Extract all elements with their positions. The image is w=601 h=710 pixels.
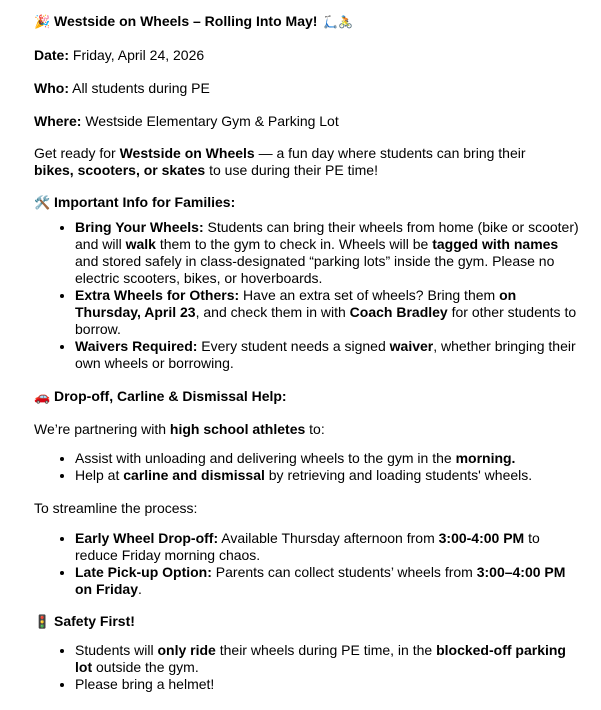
where-value: Westside Elementary Gym & Parking Lot	[81, 113, 339, 129]
date-value: Friday, April 24, 2026	[69, 47, 205, 63]
important-info-list	[52, 219, 585, 372]
party-popper-icon: 🎉	[34, 14, 51, 29]
item-bold: 3:00–4:00 PM on Friday	[75, 564, 566, 597]
item-text: for other students to borrow.	[75, 304, 577, 337]
intro-text: to use during their PE time!	[205, 162, 378, 178]
item-text: , and check them in with	[195, 304, 350, 320]
tools-icon: 🛠️	[34, 195, 51, 210]
item-bold: waiver	[389, 338, 434, 354]
item-text: Help at	[75, 467, 124, 483]
dropoff-help-list	[52, 450, 585, 484]
list-item	[75, 642, 585, 676]
who-label: Who:	[34, 80, 69, 96]
list-item	[75, 530, 585, 564]
list-item	[75, 676, 585, 693]
document-title	[34, 13, 564, 31]
scooter-bike-icon: 🛴🚴	[323, 15, 354, 29]
item-text: Parents can collect students’ wheels from	[211, 564, 477, 580]
item-bold: blocked-off parking lot	[75, 642, 566, 675]
item-text: Students can bring their wheels from home (bike or scooter) and will	[75, 219, 579, 252]
date-line	[34, 47, 564, 64]
list-item	[75, 219, 585, 287]
partner-text: to:	[305, 421, 325, 437]
item-bold: Coach Bradley	[349, 304, 448, 320]
partner-line	[34, 421, 564, 438]
item-text: them to the gym to check in. Wheels will be	[155, 236, 433, 252]
list-item	[75, 564, 585, 598]
item-lead: Extra Wheels for Others:	[75, 287, 240, 303]
item-bold: 3:00-4:00 PM	[438, 530, 525, 546]
where-line	[34, 113, 564, 130]
item-lead: Bring Your Wheels:	[75, 219, 204, 235]
list-item	[75, 338, 585, 372]
item-text: and stored safely in class-designated “parking lots” inside the gym. Please no electric scooters, bikes, or hoverboards.	[75, 253, 555, 286]
item-bold: on Thursday, April 23	[75, 287, 517, 320]
streamline-line: To streamline the process:	[34, 500, 198, 516]
car-icon: 🚗	[34, 389, 51, 404]
item-text: their wheels during PE time, in the	[215, 642, 437, 658]
intro-text: Get ready for	[34, 145, 120, 161]
item-bold: walk	[125, 236, 156, 252]
item-text: by retrieving and loading students' wheels.	[264, 467, 533, 483]
item-text: Have an extra set of wheels? Bring them	[239, 287, 500, 303]
item-lead: Waivers Required:	[75, 338, 198, 354]
safety-heading	[34, 613, 564, 630]
item-text: Available Thursday afternoon from	[218, 530, 439, 546]
item-text: Assist with unloading and delivering wheels to the gym in the	[75, 450, 456, 466]
title-text: Westside on Wheels – Rolling Into May!	[54, 13, 318, 29]
list-item	[75, 450, 585, 467]
important-heading-text: Important Info for Families:	[54, 194, 236, 210]
list-item	[75, 287, 585, 338]
item-lead: Early Wheel Drop-off:	[75, 530, 219, 546]
list-item	[75, 467, 585, 484]
intro-paragraph	[34, 145, 556, 179]
wheel-types: bikes, scooters, or skates	[34, 162, 206, 178]
item-text: Please bring a helmet!	[75, 676, 215, 692]
event-name: Westside on Wheels	[119, 145, 255, 161]
dropoff-heading-text: Drop-off, Carline & Dismissal Help:	[54, 388, 287, 404]
safety-heading-text: Safety First!	[54, 613, 135, 629]
who-value: All students during PE	[68, 80, 210, 96]
who-line	[34, 80, 564, 97]
item-text: Every student needs a signed	[197, 338, 390, 354]
item-bold: morning.	[455, 450, 516, 466]
item-text: outside the gym.	[92, 659, 199, 675]
important-info-heading	[34, 194, 564, 211]
dropoff-heading	[34, 388, 564, 405]
item-text: Students will	[75, 642, 158, 658]
item-bold: carline and dismissal	[123, 467, 265, 483]
streamline-list	[52, 530, 585, 598]
intro-text: — a fun day where students can bring their	[254, 145, 526, 161]
where-label: Where:	[34, 113, 82, 129]
partner-text: We’re partnering with	[34, 421, 170, 437]
item-text: , whether bringing their own wheels or borrowing.	[75, 338, 576, 371]
item-bold: only ride	[157, 642, 216, 658]
date-label: Date:	[34, 47, 70, 63]
partner-bold: high school athletes	[169, 421, 306, 437]
item-text: to reduce Friday morning chaos.	[75, 530, 540, 563]
safety-list	[52, 642, 585, 693]
item-text: .	[138, 581, 142, 597]
item-lead: Late Pick-up Option:	[75, 564, 212, 580]
item-bold: tagged with names	[432, 236, 559, 252]
traffic-light-icon: 🚦	[34, 614, 51, 629]
